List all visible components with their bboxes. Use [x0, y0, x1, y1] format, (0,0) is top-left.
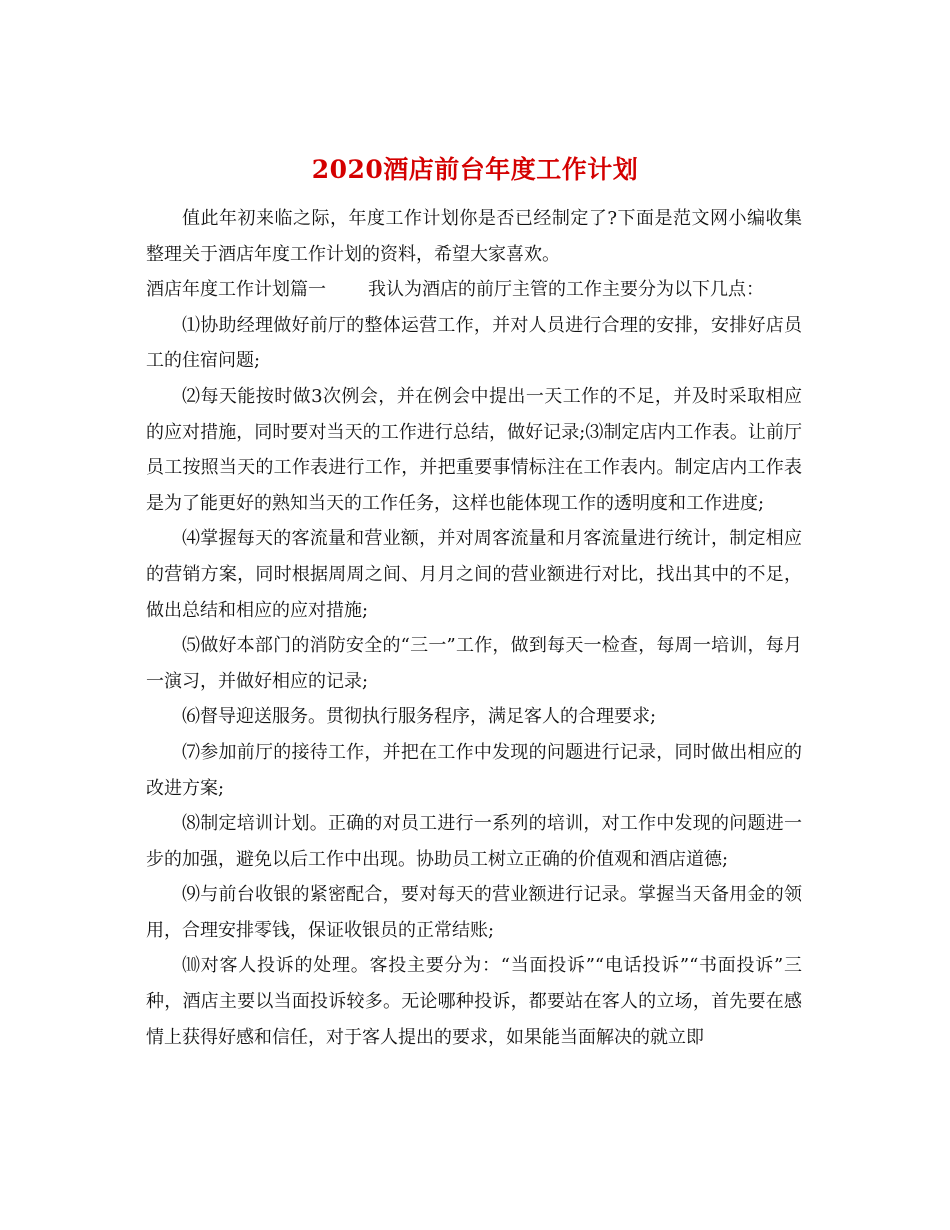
section-lead: 我认为酒店的前厅主管的工作主要分为以下几点：	[368, 279, 764, 301]
intro-paragraph: 值此年初来临之际，年度工作计划你是否已经制定了?下面是范文网小编收集整理关于酒店年度工作计划的资料，希望大家喜欢。	[146, 208, 802, 265]
document-title: 2020酒店前台年度工作计划	[311, 154, 639, 184]
list-item: ⑵每天能按时做3次例会，并在例会中提出一天工作的不足，并及时采取相应的应对措施，同时要对当天的工作进行总结，做好记录;⑶制定店内工作表。让前厅员工按照当天的工作表进行工作，并把重要事情标注在工作表内。制定店内工作表是为了能更好的熟知当天的工作任务，这样也能体现工作的透明度和工作进度;	[146, 385, 802, 514]
list-item: ⑼与前台收银的紧密配合，要对每天的营业额进行记录。掌握当天备用金的领用，合理安排零钱，保证收银员的正常结账;	[146, 884, 802, 941]
list-item: ⑹督导迎送服务。贯彻执行服务程序，满足客人的合理要求;	[182, 706, 657, 728]
section-heading: 酒店年度工作计划篇一	[146, 279, 326, 301]
list-item: ⑻制定培训计划。正确的对员工进行一系列的培训，对工作中发现的问题进一步的加强，避免以后工作中出现。协助员工树立正确的价值观和酒店道德;	[146, 813, 802, 870]
list-item: ⑷掌握每天的客流量和营业额，并对周客流量和月客流量进行统计，制定相应的营销方案，同时根据周周之间、月月之间的营业额进行对比，找出其中的不足，做出总结和相应的应对措施;	[146, 528, 802, 621]
section-intro-line	[146, 272, 802, 308]
list-item: ⑴协助经理做好前厅的整体运营工作，并对人员进行合理的安排，安排好店员工的住宿问题;	[146, 314, 802, 372]
list-item: ⑸做好本部门的消防安全的“三一”工作，做到每天一检查，每周一培训，每月一演习，并做好相应的记录;	[146, 635, 802, 692]
list-item: ⑺参加前厅的接待工作，并把在工作中发现的问题进行记录，同时做出相应的改进方案;	[146, 741, 802, 799]
document-body	[146, 201, 802, 1055]
list-item: ⑽对客人投诉的处理。客投主要分为：“当面投诉”“电话投诉”“书面投诉”三种，酒店主要以当面投诉较多。无论哪种投诉，都要站在客人的立场，首先要在感情上获得好感和信任，对于客人提出的要求，如果能当面解决的就立即	[146, 955, 802, 1048]
